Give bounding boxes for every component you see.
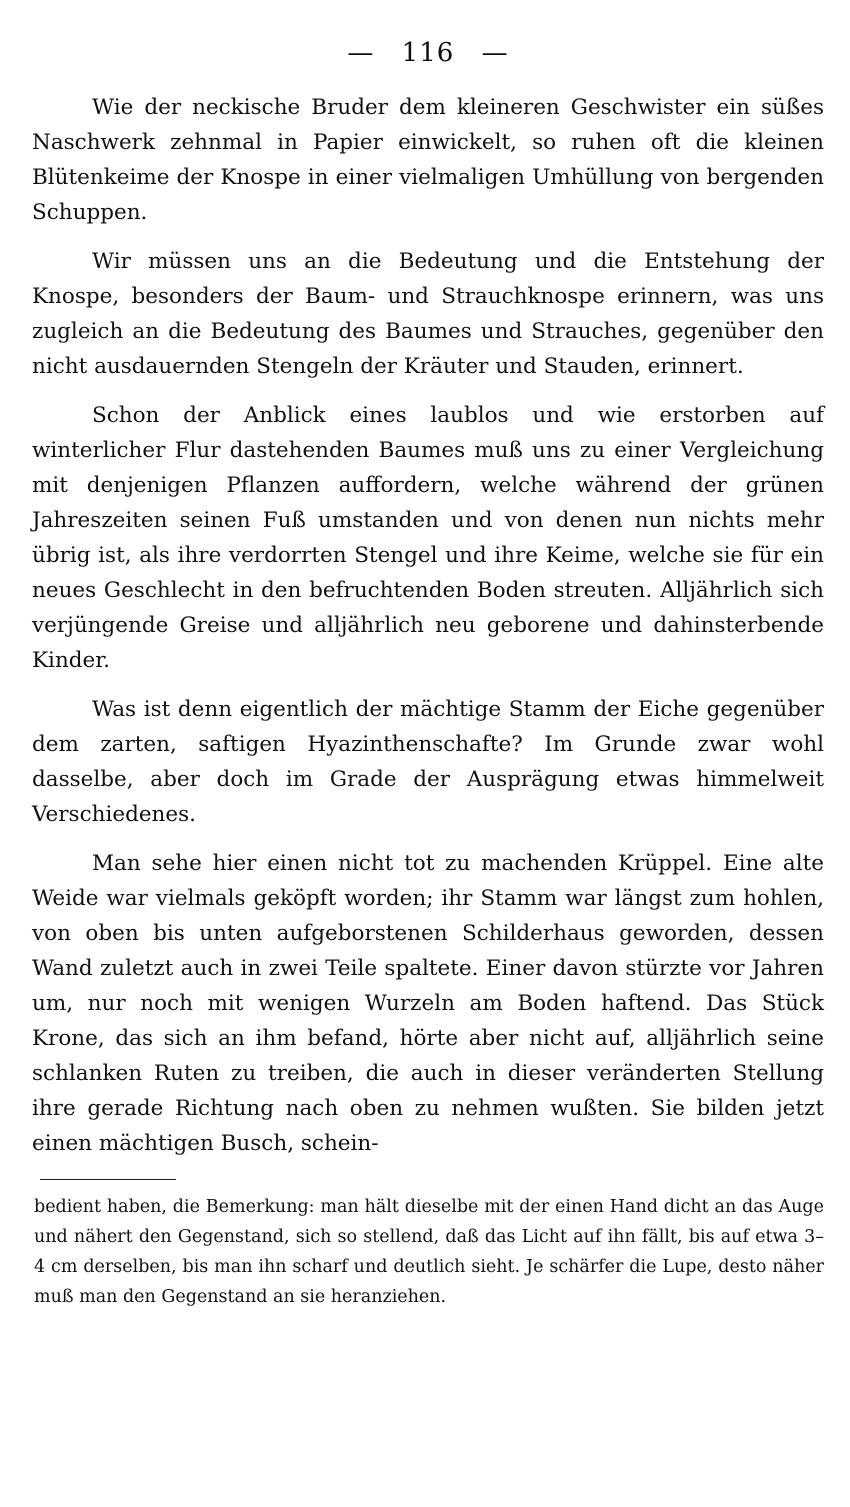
paragraph: Wir müssen uns an die Bedeutung und die Entstehung der Knospe, besonders der Baum- und Strauchknospe erinnern, was uns zugleich an die Bedeutung des Baumes und Strauches, gegenüber den nicht ausdauernden Stengeln der Kräuter und Stauden, erinnert.: [32, 249, 824, 379]
paragraph: Man sehe hier einen nicht tot zu machenden Krüppel. Eine alte Weide war vielmals geköpft worden; ihr Stamm war längst zum hohlen, von oben bis unten aufgeborstenen Schilderhaus geworden, dessen Wand zuletzt auch in zwei Teile spaltete. Einer davon stürzte vor Jahren um, nur noch mit wenigen Wurzeln am Boden haftend. Das Stück Krone, das sich an ihm befand, hörte aber nicht auf, alljährlich seine schlanken Ruten zu treiben, die auch in dieser veränderten Stellung ihre gerade Richtung nach oben zu nehmen wußten. Sie bilden jetzt einen mächtigen Busch, schein-: [32, 851, 824, 1156]
page-number-dash-left: —: [347, 38, 375, 68]
footnote: bedient haben, die Bemerkung: man hält dieselbe mit der einen Hand dicht an das Auge und nähert den Gegenstand, sich so stellend, daß das Licht auf ihn fällt, bis auf etwa 3–4 cm derselben, bis man ihn scharf und deutlich sieht. Je schärfer die Lupe, desto näher muß man den Gegenstand an sie heranziehen.: [34, 1197, 824, 1307]
paragraph: Was ist denn eigentlich der mächtige Stamm der Eiche gegenüber dem zarten, saftigen Hyazinthenschafte? Im Grunde zwar wohl dasselbe, aber doch im Grade der Ausprägung etwas himmelweit Verschiedenes.: [32, 697, 824, 827]
paragraph: Wie der neckische Bruder dem kleineren Geschwister ein süßes Naschwerk zehnmal in Papier einwickelt, so ruhen oft die kleinen Blütenkeime der Knospe in einer vielmaligen Umhüllung von bergenden Schuppen.: [32, 95, 824, 225]
page-number-dash-right: —: [481, 38, 509, 68]
paragraph: Schon der Anblick eines laublos und wie erstorben auf winterlicher Flur dastehenden Baumes muß uns zu einer Vergleichung mit denjenigen Pflanzen auffordern, welche während der grünen Jahreszeiten seinen Fuß umstanden und von denen nun nichts mehr übrig ist, als ihre verdorrten Stengel und ihre Keime, welche sie für ein neues Geschlecht in den befruchtenden Boden streuten. Alljährlich sich verjüngende Greise und alljährlich neu geborene und dahinsterbende Kinder.: [32, 403, 824, 673]
body-text: [32, 90, 824, 1161]
page-number-value: 116: [401, 38, 455, 68]
footnote-divider: [40, 1179, 176, 1180]
page-number: [32, 38, 824, 68]
